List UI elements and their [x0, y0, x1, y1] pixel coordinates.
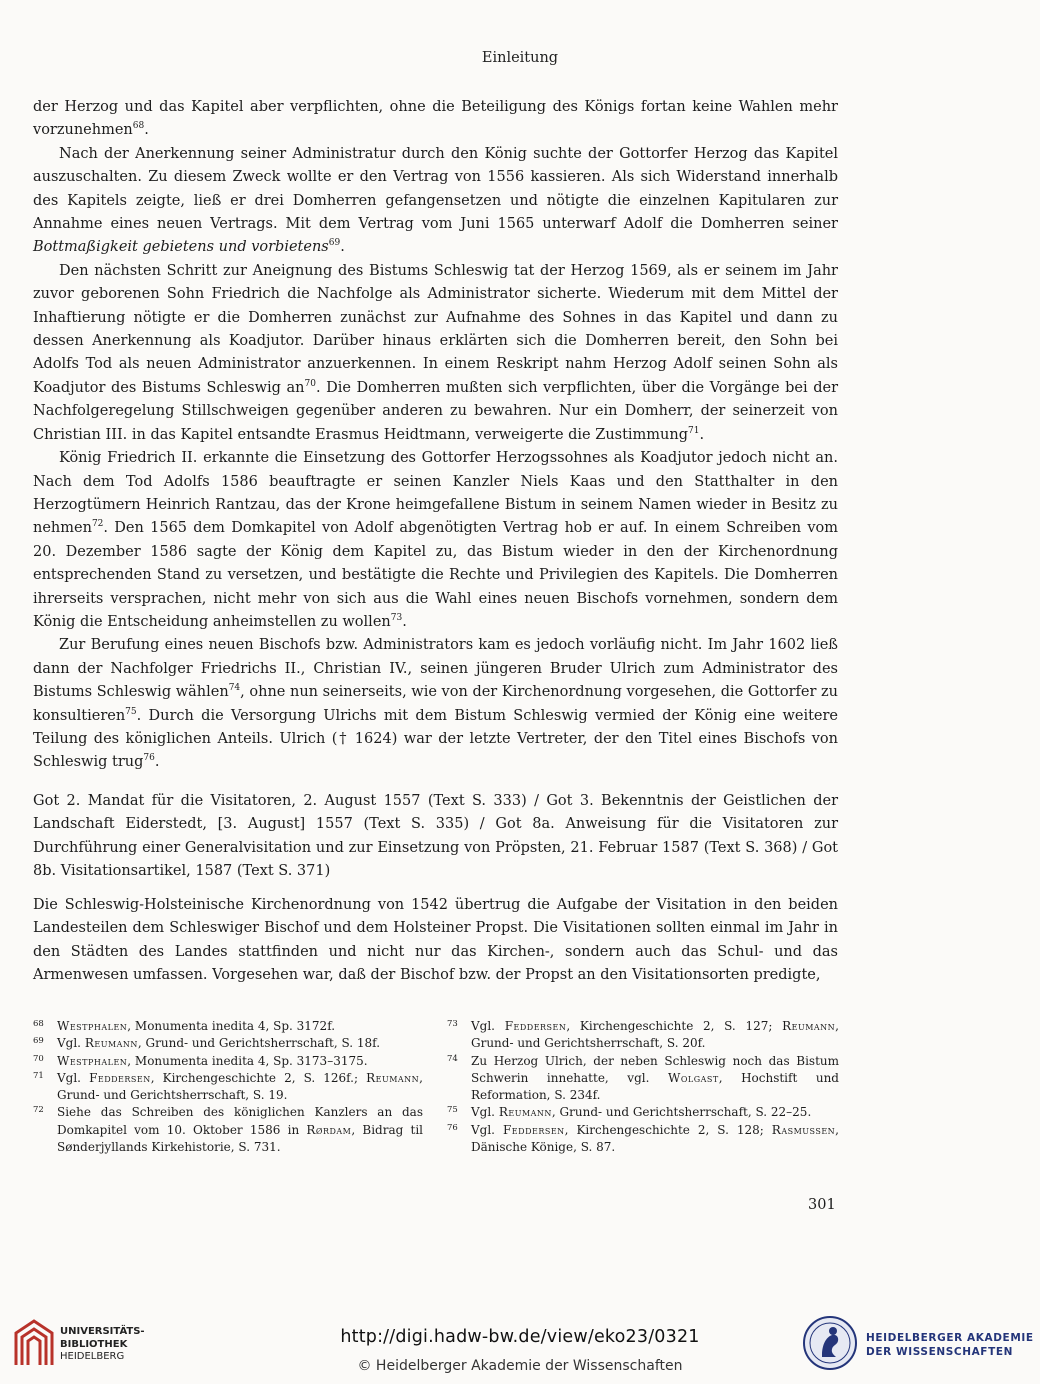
paragraph [33, 634, 838, 774]
paragraph [33, 96, 838, 143]
footnote-text [471, 1104, 839, 1121]
footnote [447, 1104, 839, 1121]
footnote [33, 1053, 423, 1070]
footnotes-right-column [447, 1018, 839, 1156]
footnote-number: 69 [33, 1036, 44, 1047]
text-run: , Kirchengeschichte 2, S. 127; [566, 1019, 783, 1033]
text-run: , Hochstift und Reformation, S. 234f. [471, 1070, 839, 1103]
footnote-text [57, 1104, 423, 1156]
text-run: . [402, 613, 407, 630]
text-run: Nach der Anerkennung seiner Administratur durch den König suchte der Gottorfer Herzog das Kapitel auszuschalten. Zu diesem Zweck wollte er den Vertrag von 1556 kassieren. Als sich Widerstand innerhalb des Kapitels zeigte, ließ er drei Domherren gefangensetzen und nötigte die einzelnen Kapitularen zur Annahme eines neuen Vertrags. Mit dem Vertrag vom Juni 1565 unterwarf Adolf die Domherren seiner [33, 145, 838, 233]
author-name: Feddersen [89, 1070, 151, 1085]
author-name: Rørdam [306, 1122, 352, 1137]
document-reference-line [33, 790, 838, 884]
text-run: , Kirchengeschichte 2, S. 128; [564, 1122, 772, 1137]
text-run: . [144, 122, 149, 139]
footnote [447, 1018, 839, 1053]
text-run: König Friedrich II. erkannte die Einsetzung des Gottorfer Herzogssohnes als Koadjutor jedoch nicht an. Nach dem Tod Adolfs 1586 beauftragte er seinen Kanzler Niels Kaas und den Statthalter in den Herzogtümern Heinrich Rantzau, das der Krone heimgefallene Bistum in seinem Namen wieder in Besitz zu nehmen [33, 450, 838, 537]
text-run: , Dänische Könige, S. 87. [471, 1122, 839, 1155]
text-run: Vgl. [471, 1122, 503, 1137]
text-run: , Monumenta inedita 4, Sp. 3172f. [127, 1019, 336, 1033]
footnote-ref: 74 [228, 683, 241, 694]
text-run: , Monumenta inedita 4, Sp. 3173–3175. [127, 1053, 368, 1068]
paragraph [33, 260, 838, 447]
text-run: Zur Berufung eines neuen Bischofs bzw. Administrators kam es jedoch vorläufig nicht. Im Jahr 1602 ließ dann der Nachfolger Friedrichs II., Christian IV., seinen jüngeren Bruder Ulrich zum Administrator des Bistums Schleswig wählen [33, 637, 838, 701]
footnote-text [471, 1053, 839, 1105]
visitation-section [33, 894, 838, 988]
text-run: , ohne nun seinerseits, wie von der Kirchenordnung vorgesehen, die Gottorfer zu konsultieren [33, 684, 838, 724]
running-head: Einleitung [481, 50, 559, 66]
footnote-ref: 68 [132, 121, 145, 132]
text-run: der Herzog und das Kapitel aber verpflichten, ohne die Beteiligung des Königs fortan keine Wahlen mehr vorzunehmen [33, 99, 838, 139]
footnote-ref: 76 [143, 753, 155, 764]
footnote-text [57, 1053, 423, 1070]
text-run: , Kirchengeschichte 2, S. 126f.; [150, 1070, 367, 1085]
reference-text: Got 2. Mandat für die Visitatoren, 2. August 1557 (Text S. 333) / Got 3. Bekenntnis der Geistlichen der Landschaft Eiderstedt, [3. August] 1557 (Text S. 335) / Got 8a. Anweisung für die Visitatoren zur Durchführung einer Generalvisitation und zur Einsetzung von Pröpsten, 21. Februar 1587 (Text S. 368) / Got 8b. Visitationsartikel, 1587 (Text S. 371) [33, 793, 838, 880]
footnote-number: 72 [33, 1105, 44, 1116]
author-name: Reumann [84, 1036, 138, 1051]
footnote-number: 73 [447, 1019, 458, 1029]
footnote-text [57, 1018, 423, 1035]
academy-seal-icon [802, 1315, 858, 1371]
footnote-text [57, 1035, 423, 1052]
text-run: Vgl. [471, 1019, 505, 1033]
copyright-notice: © Heidelberger Akademie der Wissenschaften [357, 1358, 683, 1374]
author-name: Reumann [366, 1070, 420, 1085]
logo-line: HEIDELBERGER AKADEMIE [866, 1332, 1034, 1344]
footnote [33, 1104, 423, 1156]
text-run: . [154, 754, 160, 771]
author-name: Rasmussen [771, 1122, 836, 1137]
digitization-footer [0, 1301, 1040, 1384]
author-name: Feddersen [504, 1019, 567, 1033]
logo-line: UNIVERSITÄTS- [60, 1326, 145, 1337]
footnote-number: 74 [447, 1053, 458, 1064]
paragraph [33, 447, 838, 634]
main-text [33, 96, 838, 775]
text-run: Vgl. [57, 1070, 90, 1085]
footnote [447, 1122, 839, 1157]
footnote-ref: 73 [390, 612, 403, 623]
text-run: , Grund- und Gerichtsherrschaft, S. 19. [57, 1070, 423, 1103]
footnote [33, 1018, 423, 1035]
text-run: . Den 1565 dem Domkapitel von Adolf abgenötigten Vertrag hob er auf. In einem Schreiben vom 20. Dezember 1586 sagte der König dem Kapitel zu, das Bistum wieder in den der Kirchenordnung entsprechenden Stand zu versetzen, und bestätigte die Rechte und Privilegien des Kapitels. Die Domherren ihrerseits versprachen, nicht mehr von sich aus die Wahl eines neuen Bischofs vornehmen, sondern dem König die Entscheidung anheimstellen zu wollen [33, 520, 838, 630]
author-name: Westphalen [57, 1019, 128, 1033]
academy-logo-text [866, 1332, 1034, 1359]
page-number: 301 [808, 1197, 836, 1213]
text-run: . Die Domherren mußten sich verpflichten, über die Vorgänge bei der Nachfolgeregelung Stillschweigen gegenüber anderen zu bewahren. Nur ein Domherr, der seinerzeit von Christian III. in das Kapitel entsandte Erasmus Heidtmann, verweigerte die Zustimmung [33, 379, 838, 443]
text-run: , Grund- und Gerichtsherrschaft, S. 22–25. [551, 1105, 812, 1120]
author-name: Reumann [498, 1105, 552, 1120]
text-run: Siehe das Schreiben des königlichen Kanzlers an das Domkapitel vom 10. Oktober 1586 in [57, 1105, 423, 1137]
paragraph [33, 143, 838, 260]
footnotes-left-column [33, 1018, 423, 1156]
text-run: , Grund- und Gerichtsherrschaft, S. 20f. [471, 1019, 839, 1051]
footnote [33, 1035, 423, 1052]
footnote-ref: 75 [125, 706, 137, 717]
text-run: . [699, 426, 705, 443]
footnote-text [471, 1018, 839, 1053]
author-name: Westphalen [57, 1053, 128, 1068]
author-name: Reumann [782, 1019, 836, 1033]
footnote-text [57, 1070, 423, 1105]
logo-line: HEIDELBERG [60, 1351, 125, 1362]
text-run: , Bidrag til Sønderjyllands Kirkehistorie, S. 731. [57, 1122, 423, 1155]
author-name: Wolgast [667, 1070, 719, 1085]
logo-line: DER WISSENSCHAFTEN [866, 1345, 1014, 1358]
footnote-number: 71 [33, 1070, 44, 1081]
text-run: , Grund- und Gerichtsherrschaft, S. 18f. [137, 1036, 381, 1051]
footnote-ref: 70 [304, 378, 316, 389]
quoted-phrase: Bottmaßigkeit gebietens und vorbietens [33, 239, 329, 256]
text-run: . Durch die Versorgung Ulrichs mit dem Bistum Schleswig vermied der König eine weitere Teilung des königlichen Anteils. Ulrich († 1624) war der letzte Vertreter, der den Titel eines Bischofs von Schleswig trug [33, 707, 838, 771]
footnote-ref: 72 [91, 519, 104, 530]
text-run: Vgl. [471, 1105, 499, 1120]
text-run: Zu Herzog Ulrich, der neben Schleswig noch das Bistum Schwerin innehatte, vgl. [471, 1053, 839, 1085]
footnote-number: 70 [33, 1053, 44, 1064]
source-url-link[interactable]: http://digi.hadw-bw.de/view/eko23/0321 [340, 1327, 700, 1347]
footnote-ref: 71 [688, 425, 700, 436]
footnote-number: 68 [33, 1019, 44, 1029]
logo-line: BIBLIOTHEK [60, 1338, 128, 1350]
footnote [33, 1070, 423, 1105]
footnote-number: 76 [447, 1122, 458, 1133]
footnote [447, 1053, 839, 1105]
footnote-ref: 69 [328, 238, 341, 249]
text-run: Vgl. [57, 1036, 85, 1051]
text-run: . [340, 239, 345, 256]
paragraph: Die Schleswig-Holsteinische Kirchenordnung von 1542 übertrug die Aufgabe der Visitation in den beiden Landesteilen dem Schleswiger Bischof und dem Holsteiner Propst. Die Visitationen sollten einmal im Jahr in den Städten des Landes stattfinden und nicht nur das Kirchen-, sondern auch das Schul- und das Armenwesen umfassen. Vorgesehen war, daß der Bischof bzw. der Propst an den Visitationsorten predigte, [33, 897, 838, 984]
author-name: Feddersen [502, 1122, 565, 1137]
text-run: Den nächsten Schritt zur Aneignung des Bistums Schleswig tat der Herzog 1569, als er seinem im Jahr zuvor geborenen Sohn Friedrich die Nachfolge als Administrator sicherte. Wiederum mit dem Mittel der Inhaftierung nötigte er die Domherren zunächst zur Aufnahme des Sohnes in das Kapitel und dann zu dessen Anerkennung als Koadjutor. Darüber hinaus erklärten sich die Domherren bereit, den Sohn bei Adolfs Tod als neuen Administrator anzuerkennen. In einem Reskript nahm Herzog Adolf seinen Sohn als Koadjutor des Bistums Schleswig an [33, 262, 838, 396]
footnote-text [471, 1122, 839, 1157]
footnote-number: 75 [447, 1105, 458, 1116]
